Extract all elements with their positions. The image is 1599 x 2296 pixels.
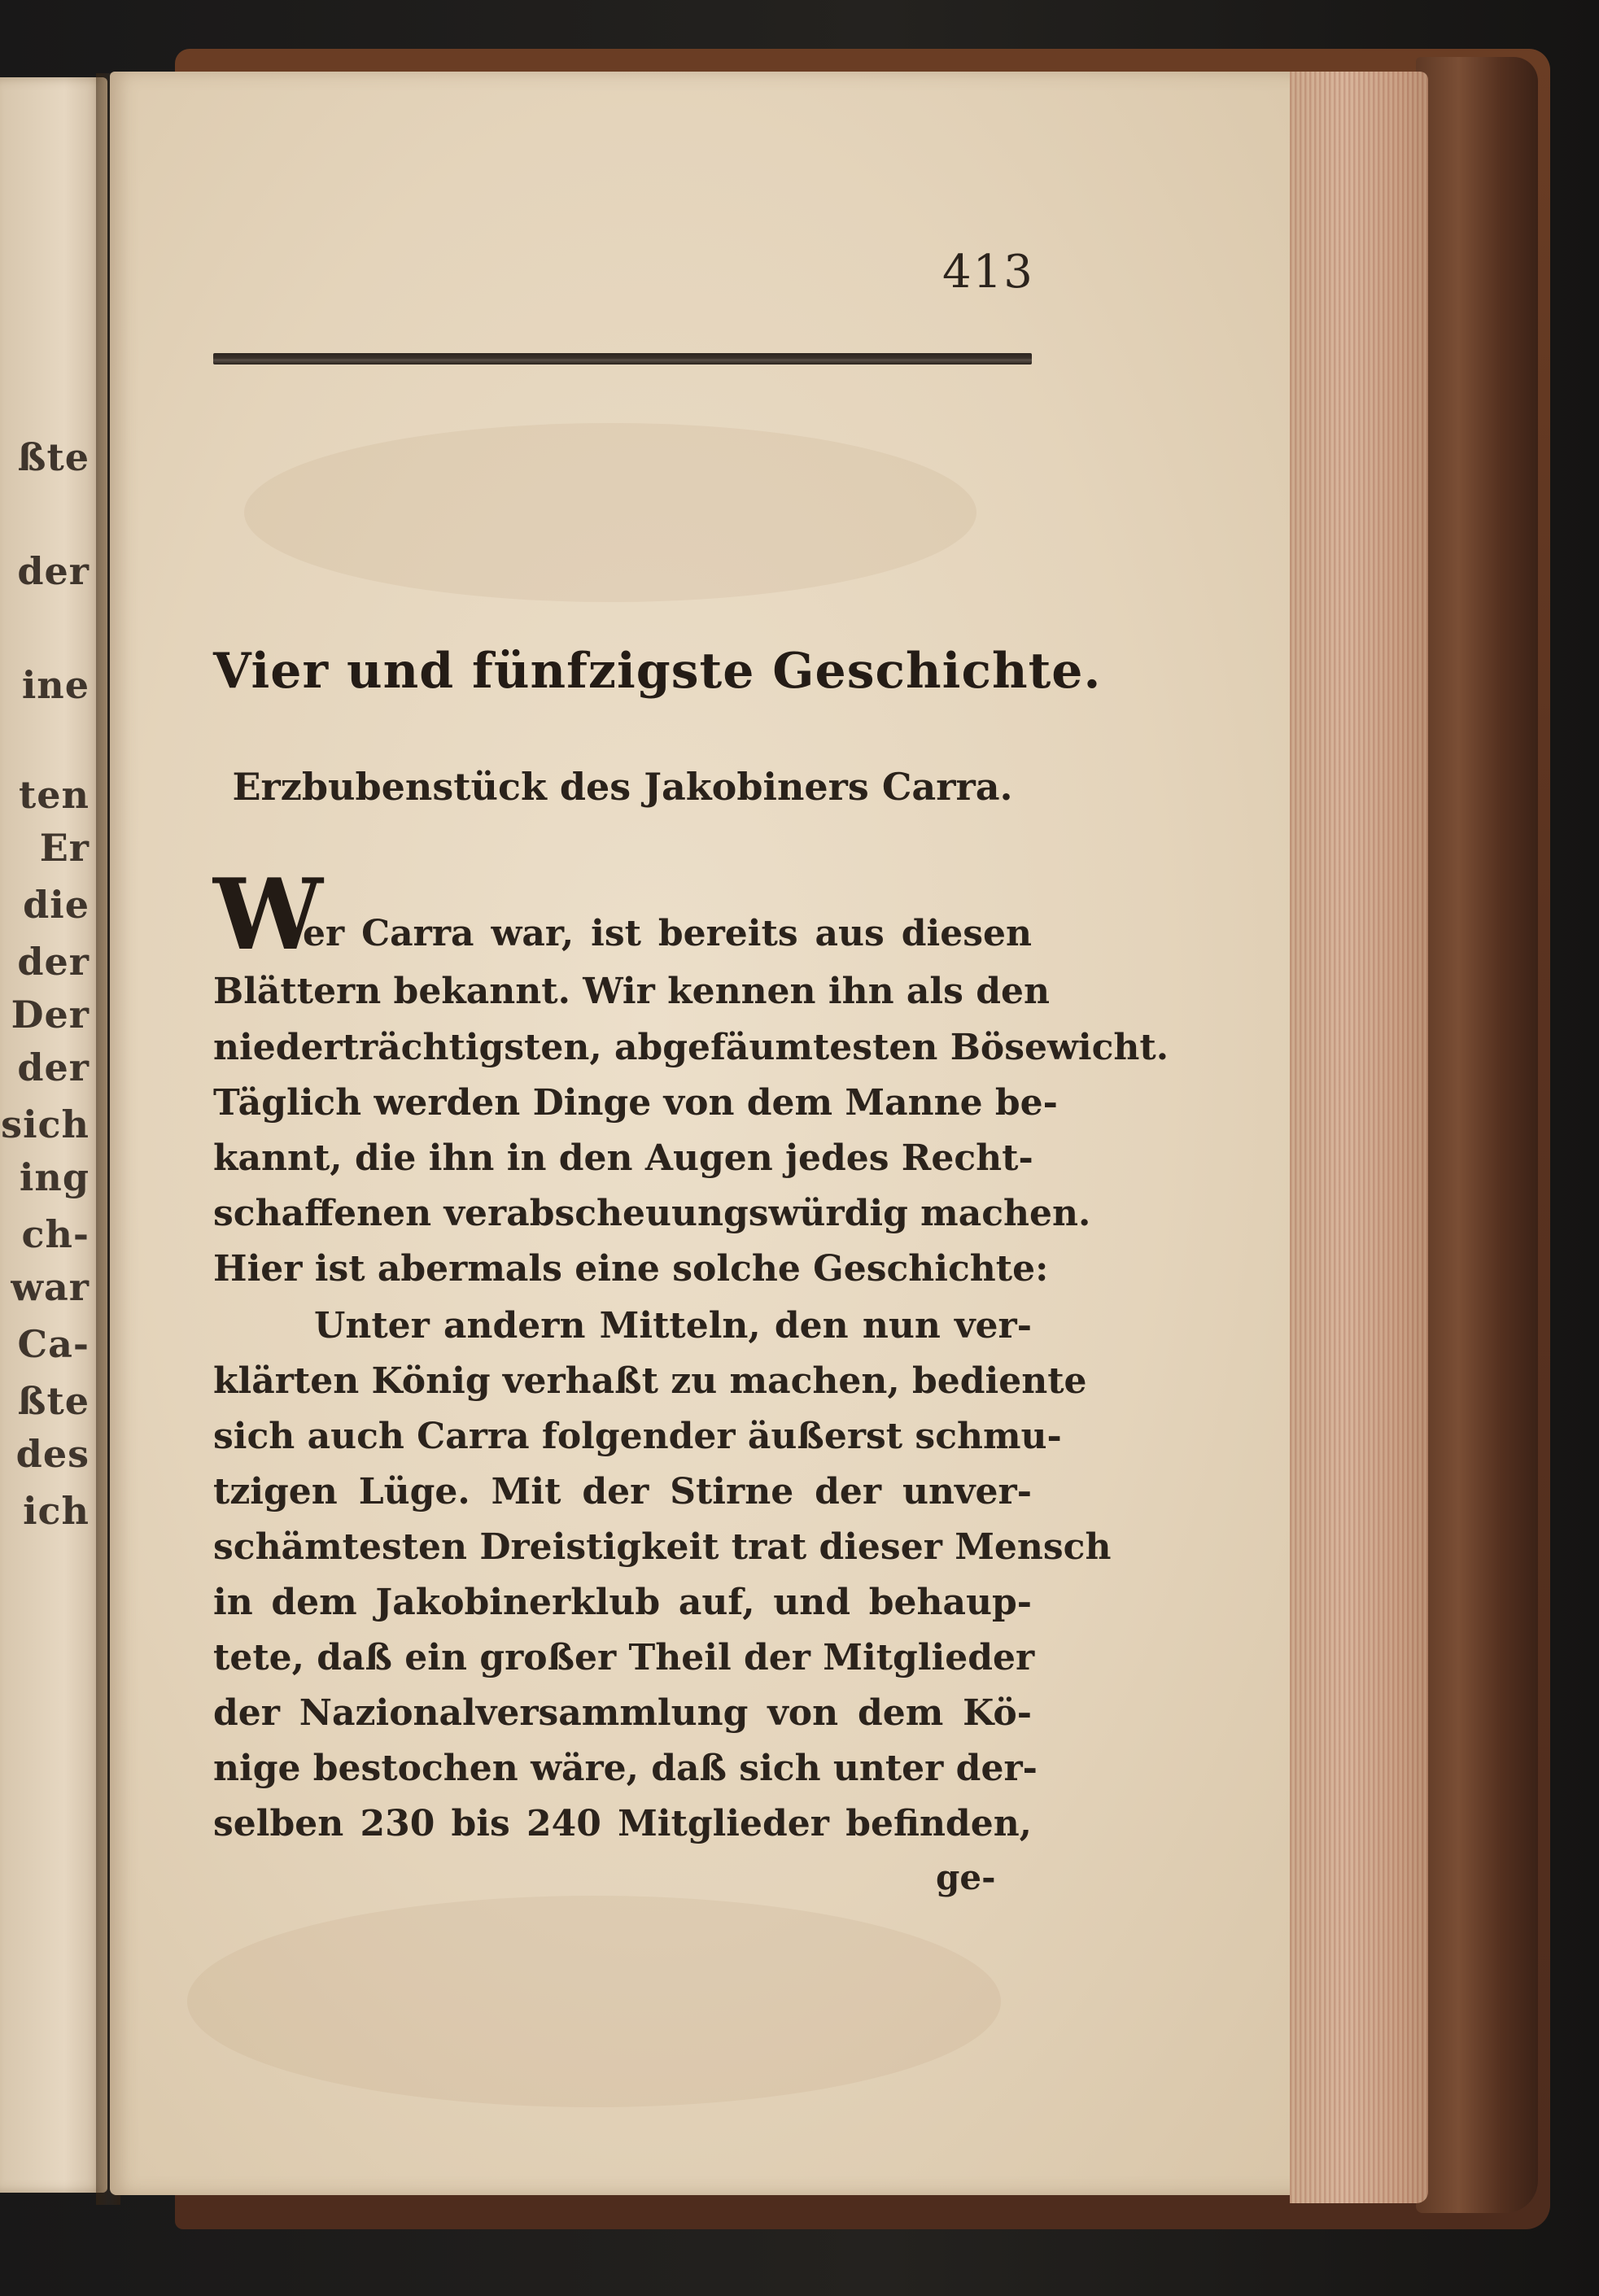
left-page-fragment: die [23, 883, 90, 927]
show-through-stain [244, 423, 976, 602]
left-page-fragment: Der [11, 993, 90, 1037]
right-page [110, 72, 1310, 2195]
left-page-fragment: Ca- [17, 1322, 90, 1366]
chapter-subheading: Erzbubenstück des Jakobiners Carra. [232, 765, 1013, 809]
text-line: tzigen Lüge. Mit der Stirne der unver- [213, 1471, 1032, 1512]
text-line: klärten König verhaßt zu machen, bediente [213, 1360, 1087, 1402]
text-line: sich auch Carra folgender äußerst schmu- [213, 1416, 1062, 1457]
left-page-fragment: war [11, 1265, 90, 1309]
page-number: 413 [942, 246, 1034, 299]
text-line: tete, daß ein großer Theil der Mitglieder [213, 1637, 1035, 1678]
left-page-fragment: ßte [17, 1379, 90, 1423]
page-block-edge [1290, 72, 1428, 2203]
text-line: kannt, die ihn in den Augen jedes Recht- [213, 1137, 1033, 1179]
text-line: Unter andern Mitteln, den nun ver- [314, 1305, 1032, 1347]
chapter-heading: Vier und fünfzigste Geschichte. [213, 643, 1102, 700]
text-line: er Carra war, ist bereits aus diesen [303, 913, 1032, 954]
text-line: niederträchtigsten, abgefäumtesten Bösewicht. [213, 1027, 1169, 1068]
text-line: selben 230 bis 240 Mitglieder befinden, [213, 1803, 1032, 1844]
left-page-fragment: ing [19, 1155, 90, 1199]
text-line: der Nazionalversammlung von dem Kö- [213, 1692, 1032, 1734]
header-rule [213, 353, 1032, 364]
text-line: Blättern bekannt. Wir kennen ihn als den [213, 971, 1050, 1012]
left-page-fragment: Er [39, 826, 90, 870]
drop-cap: W [213, 858, 323, 972]
left-page-fragment: ten [19, 773, 90, 817]
text-line: Hier ist abermals eine solche Geschichte: [213, 1248, 1049, 1290]
catchword: ge- [936, 1857, 996, 1897]
text-line: schaffenen verabscheuungswürdig machen. [213, 1193, 1091, 1234]
text-line: nige bestochen wäre, daß sich unter der- [213, 1748, 1038, 1789]
text-line: in dem Jakobinerklub auf, und behaup- [213, 1582, 1032, 1623]
left-page-fragment: der [17, 1045, 90, 1089]
left-page-fragment: ßte [17, 435, 90, 479]
left-page-fragment: ine [21, 663, 90, 707]
paper-stain [187, 1896, 1001, 2107]
left-page-fragment: der [17, 549, 90, 593]
left-page [0, 77, 107, 2193]
left-page-fragment: ich [23, 1489, 90, 1533]
cover-edge [1416, 57, 1538, 2213]
left-page-fragment: des [15, 1432, 90, 1476]
left-page-fragment: der [17, 940, 90, 984]
left-page-fragment: sich [1, 1102, 90, 1146]
left-page-fragment: ch- [21, 1212, 90, 1256]
text-line: schämtesten Dreistigkeit trat dieser Mensch [213, 1526, 1112, 1568]
text-line: Täglich werden Dinge von dem Manne be- [213, 1082, 1058, 1124]
